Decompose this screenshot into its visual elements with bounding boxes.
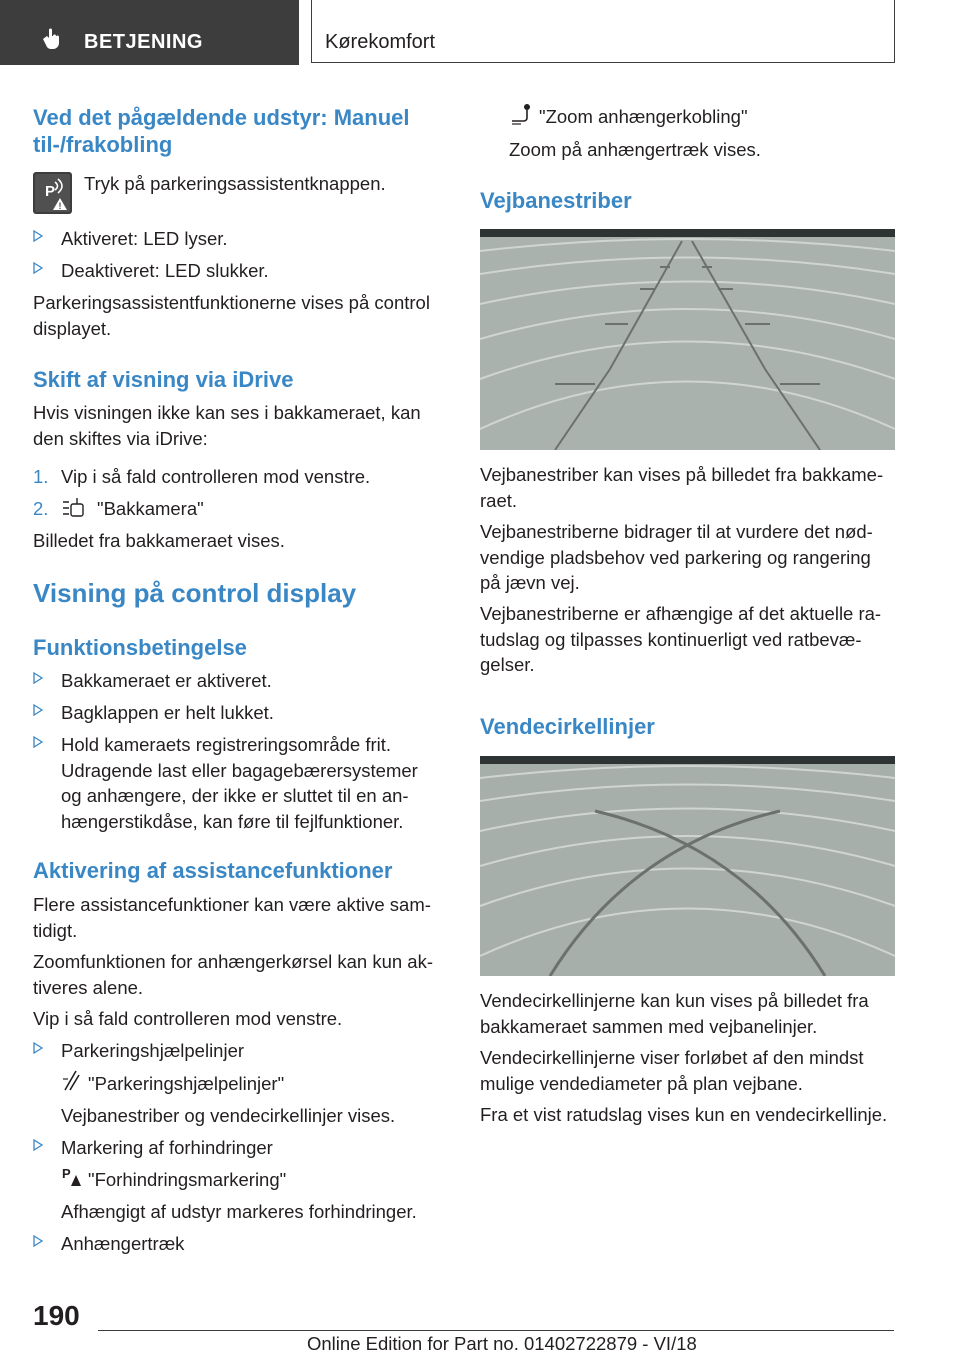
triangle-bullet-icon <box>33 736 43 748</box>
heading-turning-circle: Vendecirkellinjer <box>480 714 655 739</box>
paragraph: Vejbanestriber kan vises på billedet fra bakkame- raet. <box>480 464 884 511</box>
svg-text:!: ! <box>58 201 62 211</box>
paragraph: Parkeringsassistentfunktionerne vises på control displayet. <box>33 292 430 339</box>
obstacle-marking-icon <box>62 1165 82 1187</box>
step-item: 2. "Bakkamera" <box>33 498 204 519</box>
manual-instruction: Tryk på parkeringsassistentknappen. <box>84 173 386 194</box>
menu-item-label: "Zoom anhængerkobling" <box>539 106 748 127</box>
step-item: 1. Vip i så fald controlleren mod venstre. <box>33 466 371 487</box>
list-item: Bagklappen er helt lukket. <box>61 700 274 726</box>
paragraph: Billedet fra bakkameraet vises. <box>33 530 285 551</box>
triangle-bullet-icon <box>33 1042 43 1054</box>
triangle-bullet-icon <box>33 262 43 274</box>
heading-lane-lines: Vejbanestriber <box>480 188 632 213</box>
svg-text:P: P <box>62 1166 71 1181</box>
paragraph: Vejbanestriberne bidrager til at vurdere det nød- vendige pladsbehov ved parkering og rangering på jævn vej. <box>480 521 873 593</box>
footer-divider <box>98 1330 894 1331</box>
list-item: Aktiveret: LED lyser. <box>61 226 228 252</box>
heading-control-display: Visning på control display <box>33 578 357 608</box>
paragraph: Vendecirkellinjerne kan kun vises på billedet fra bakkameraet sammen med vejbanelinjer. <box>480 990 869 1037</box>
list-item: Anhængertræk <box>61 1231 184 1257</box>
heading-activate-assist: Aktivering af assistancefunktioner <box>33 858 393 883</box>
page-number: 190 <box>33 1300 80 1331</box>
parking-lines-icon <box>62 1069 80 1091</box>
result-text: Vejbanestriber og vendecirkellinjer vises. <box>61 1105 396 1126</box>
result-text: Zoom på anhængertræk vises. <box>509 139 761 160</box>
menu-item-label: "Forhindringsmarkering" <box>88 1169 287 1190</box>
triangle-bullet-icon <box>33 1235 43 1247</box>
paragraph: Vejbanestriberne er afhængige af det aktuelle ra- tudslag og tilpasses kontinuerligt ved ratbevæ- gelser. <box>480 603 882 675</box>
paragraph: Flere assistancefunktioner kan være aktive sam- tidigt. <box>33 894 431 941</box>
list-item: Bakkameraet er aktiveret. <box>61 668 272 694</box>
heading-manual: Ved det pågældende udstyr: Manuel til-/frakobling <box>33 105 410 157</box>
trailer-hitch-zoom-icon <box>509 102 533 126</box>
heading-shift-view: Skift af visning via iDrive <box>33 367 294 392</box>
hand-pointer-icon <box>40 28 62 50</box>
list-item: Parkeringshjælpelinjer <box>61 1038 244 1064</box>
heading-conditions: Funktionsbetingelse <box>33 635 247 660</box>
triangle-bullet-icon <box>33 704 43 716</box>
paragraph: Fra et vist ratudslag vises kun en vendecirkellinje. <box>480 1104 888 1125</box>
rear-camera-icon <box>61 496 87 520</box>
lane-lines-camera-image <box>480 229 895 450</box>
paragraph: Hvis visningen ikke kan ses i bakkameraet, kan den skiftes via iDrive: <box>33 402 421 449</box>
list-item: Deaktiveret: LED slukker. <box>61 258 269 284</box>
paragraph: Vendecirkellinjerne viser forløbet af den mindst mulige vendediameter på plan vejbane. <box>480 1047 864 1094</box>
park-assist-button-icon <box>33 172 72 214</box>
triangle-bullet-icon <box>33 672 43 684</box>
paragraph: Zoomfunktionen for anhængerkørsel kan kun ak- tiveres alene. <box>33 951 434 998</box>
result-text: Afhængigt af udstyr markeres forhindringer. <box>61 1201 417 1222</box>
menu-item-label: "Parkeringshjælpelinjer" <box>88 1073 285 1094</box>
section-tab <box>0 0 299 65</box>
paragraph: Vip i så fald controlleren mod venstre. <box>33 1008 343 1029</box>
footer-edition: Online Edition for Part no. 01402722879 - VI/18 <box>307 1333 697 1354</box>
chapter-title: Kørekomfort <box>325 31 436 53</box>
section-title: BETJENING <box>84 31 203 53</box>
list-item: Hold kameraets registreringsområde frit. Udragende last eller bagagebærersystemer og anhængere, der ikke er sluttet til en an- hængerstikdåse, kan føre til fejlfunktioner. <box>61 732 418 834</box>
svg-text:P: P <box>45 183 56 200</box>
list-item: Markering af forhindringer <box>61 1135 273 1161</box>
turning-circle-camera-image <box>480 756 895 976</box>
triangle-bullet-icon <box>33 230 43 242</box>
triangle-bullet-icon <box>33 1139 43 1151</box>
